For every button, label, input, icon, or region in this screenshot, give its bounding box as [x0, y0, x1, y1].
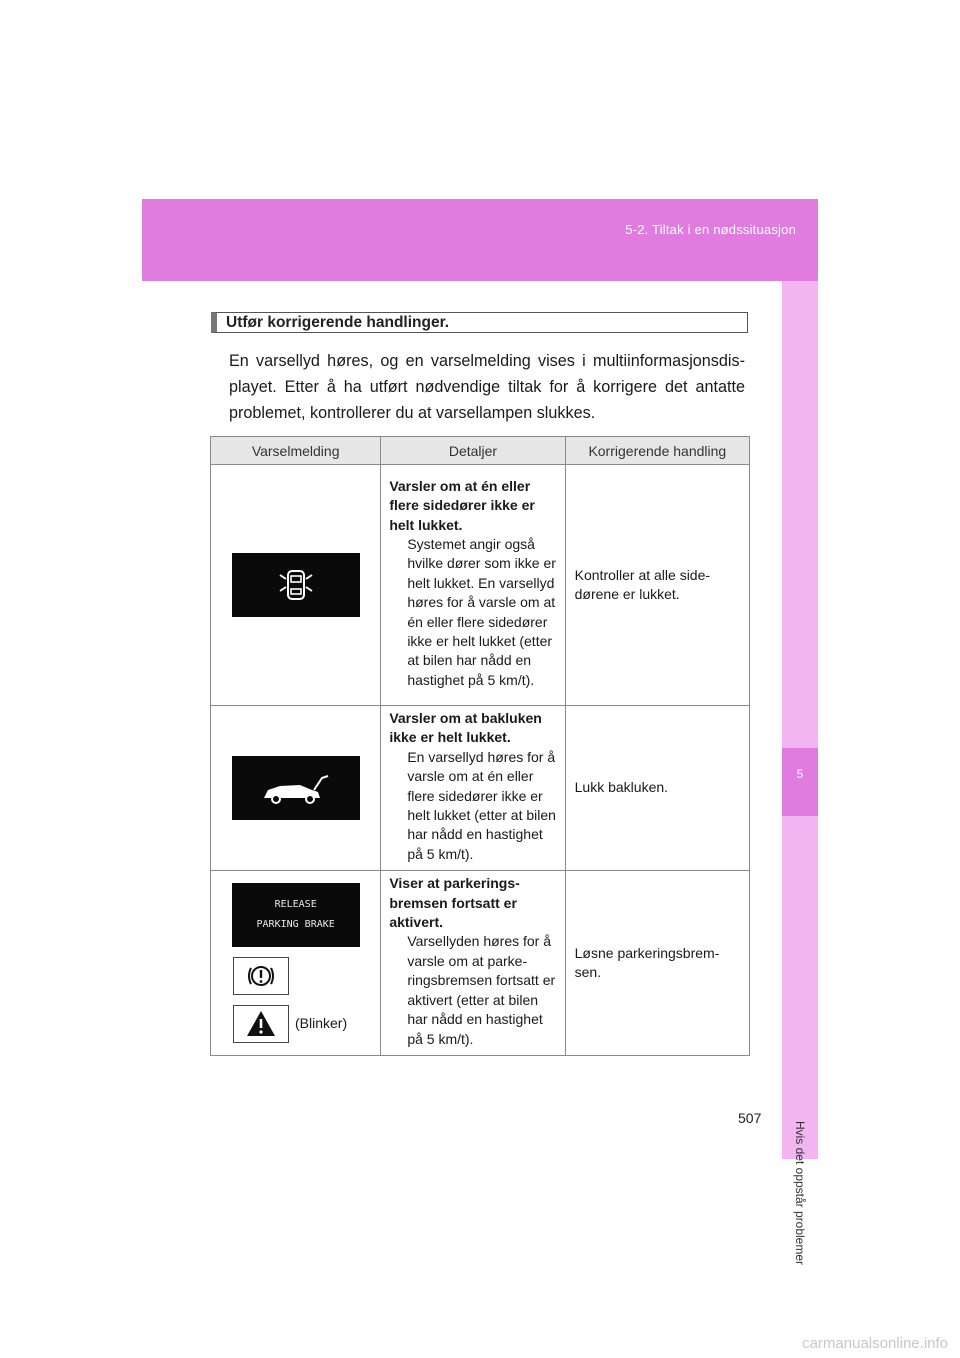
warning-image-cell	[211, 465, 381, 706]
brake-warning-row	[233, 957, 380, 995]
display-line: PARKING BRAKE	[256, 919, 335, 931]
table-row	[211, 465, 750, 706]
brake-warning-icon	[233, 957, 289, 995]
action-cell: Lukk bakluken.	[565, 706, 749, 871]
detail-cell	[381, 706, 565, 871]
warning-table	[210, 436, 750, 1056]
chapter-tab	[782, 748, 818, 816]
warning-image-cell	[211, 871, 381, 1056]
section-label: 5-2. Tiltak i en nødssituasjon	[625, 222, 796, 237]
detail-title: Varsler om at én eller flere sidedører ikke er helt lukket.	[389, 477, 535, 533]
watermark: carmanualsonline.info	[802, 1335, 948, 1352]
chapter-title	[782, 1103, 818, 1283]
side-strip	[782, 281, 818, 1266]
chapter-number: 5	[796, 767, 804, 781]
door-open-warning-icon	[232, 553, 360, 617]
column-header: Varselmelding	[211, 437, 381, 465]
blinker-label: (Blinker)	[295, 1015, 348, 1032]
detail-cell	[381, 465, 565, 706]
section-heading-text: Utfør korrigerende handlinger.	[226, 314, 450, 331]
warning-image-cell	[211, 706, 381, 871]
release-parking-brake-display	[232, 883, 360, 947]
detail-body: Systemet angir også hvilke dører som ikke er helt lukket. En varsellyd høres for å varsle om at én eller flere sidedører ikke er helt lukket (etter at bilen har nådd en hastighet på 5 km/t).	[407, 535, 556, 688]
back-door-open-warning-icon	[232, 756, 360, 820]
table-row	[211, 706, 750, 871]
detail-body: Varsellyden høres for å varsle om at parkeringsbremsen fortsatt er aktivert (etter at bilen har nådd en hastighet på 5 km/t).	[407, 933, 556, 1047]
table-row	[211, 871, 750, 1056]
table-header-row	[211, 437, 750, 465]
column-header: Korrigerende handling	[565, 437, 749, 465]
header-band	[142, 199, 818, 281]
column-header: Detaljer	[381, 437, 565, 465]
detail-body: En varsellyd høres for å varsle om at én eller flere sidedører ikke er helt lukket (etter at bilen har nådd en hastighet på 5 km/t).	[407, 748, 556, 862]
detail-title: Varsler om at bakluken ikke er helt lukket.	[389, 710, 542, 746]
master-warning-icon	[233, 1005, 289, 1043]
detail-cell	[381, 871, 565, 1056]
chapter-title-text: Hvis det oppstår problemer	[793, 1120, 808, 1266]
master-warning-row	[233, 1005, 380, 1043]
page-number: 507	[738, 1110, 762, 1126]
detail-title: Viser at parkeringsbremsen fortsatt er aktivert.	[389, 875, 520, 931]
action-cell: Kontroller at alle sidedørene er lukket.	[565, 465, 749, 706]
section-heading	[211, 312, 748, 333]
display-line: RELEASE	[274, 899, 317, 911]
intro-paragraph: En varsellyd høres, og en varselmelding vises i multiinformasjonsdisplayet. Etter å ha utført nødvendige tiltak for å korrigere det antatte problemet, kontrollerer du at varsellampen slukkes.	[229, 352, 745, 422]
action-cell: Løsne parkeringsbremsen.	[565, 871, 749, 1056]
